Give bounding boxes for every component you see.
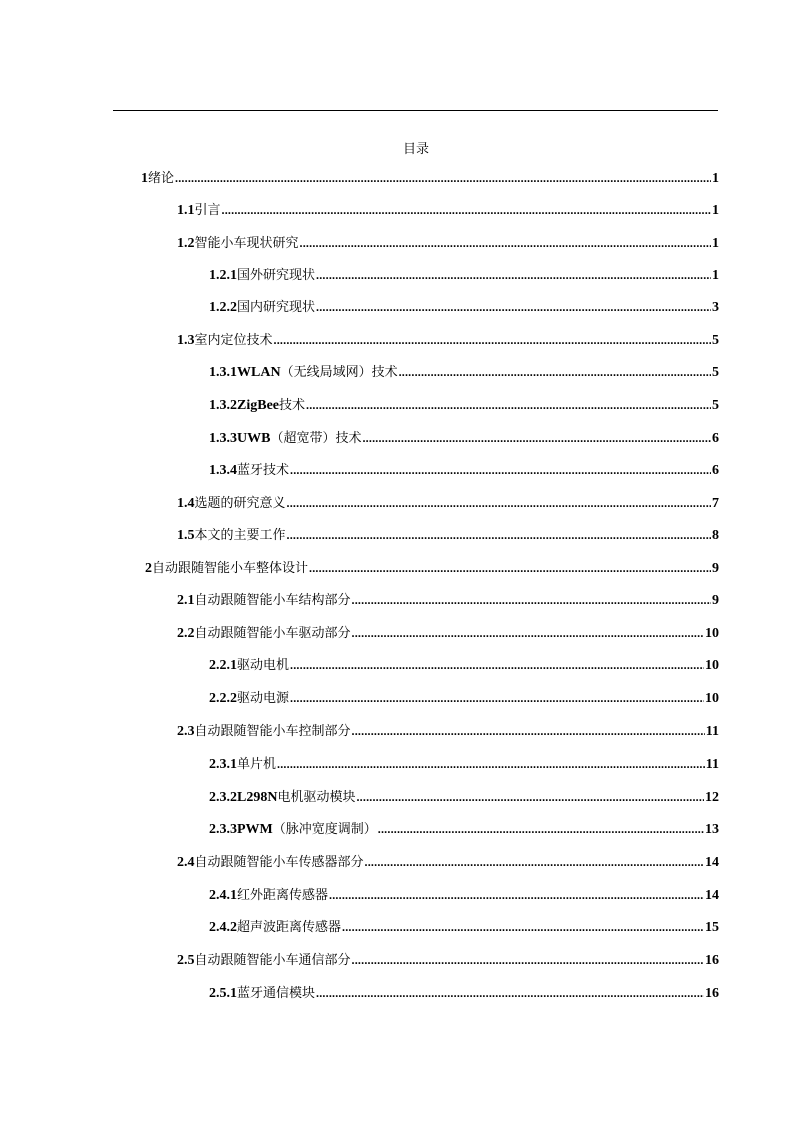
toc-entry-page: 10: [705, 691, 719, 706]
toc-leader-dots: [399, 361, 711, 383]
toc-entry-text: 国内研究现状: [237, 300, 316, 315]
toc-entry-page: 12: [705, 790, 719, 805]
toc-entry[interactable]: [177, 720, 719, 742]
toc-leader-dots: [222, 199, 711, 221]
toc-entry-page: 11: [705, 724, 719, 739]
toc-leader-dots: [352, 949, 704, 971]
toc-entry-number: 2.4: [177, 855, 195, 870]
toc-entry[interactable]: [177, 851, 719, 873]
toc-entry-number: 2.4.2: [209, 920, 237, 935]
toc-entry-number: 2.2.1: [209, 658, 237, 673]
toc-leader-dots: [309, 557, 711, 579]
toc-entry-number: 1.1: [177, 203, 195, 218]
toc-entry-number: 2.3.2L298N: [209, 790, 278, 805]
toc-entry-page: 9: [712, 561, 719, 576]
toc-entry-number: 1.3.4: [209, 463, 237, 478]
toc-entry-number: 1.2.2: [209, 300, 237, 315]
toc-leader-dots: [378, 818, 704, 840]
toc-entry-number: 2.1: [177, 593, 195, 608]
toc-leader-dots: [362, 427, 711, 449]
toc-entry-number: 2.2: [177, 626, 195, 641]
toc-leader-dots: [277, 753, 705, 775]
toc-entry-text: 电机驱动模块: [277, 790, 356, 805]
toc-entry[interactable]: [177, 524, 719, 546]
toc-entry-page: 3: [712, 300, 719, 315]
toc-entry-text: 选题的研究意义: [194, 496, 286, 511]
toc-entry-number: 2: [145, 561, 152, 576]
toc-entry-page: 8: [712, 528, 719, 543]
toc-leader-dots: [329, 884, 704, 906]
toc-entry-text: （无线局域网）技术: [280, 365, 398, 380]
toc-entry[interactable]: [209, 786, 719, 808]
toc-entry[interactable]: [209, 427, 719, 449]
toc-entry-text: 自动跟随智能小车通信部分: [194, 953, 351, 968]
toc-leader-dots: [352, 589, 711, 611]
toc-entry-page: 1: [712, 171, 719, 186]
toc-entry[interactable]: [177, 589, 719, 611]
toc-entry-page: 1: [712, 203, 719, 218]
toc-leader-dots: [287, 524, 711, 546]
toc-entry-text: 超声波距离传感器: [237, 920, 342, 935]
toc-entry-text: 蓝牙通信模块: [237, 986, 316, 1001]
toc-entry-text: 自动跟随智能小车结构部分: [194, 593, 351, 608]
toc-entry[interactable]: [209, 361, 719, 383]
toc-entry[interactable]: [209, 916, 719, 938]
toc-entry[interactable]: [209, 818, 719, 840]
toc-entry-page: 15: [705, 920, 719, 935]
toc-entry-number: 1.2: [177, 236, 195, 251]
toc-entry-text: 红外距离传感器: [237, 888, 329, 903]
toc-entry-text: 技术: [279, 398, 306, 413]
toc-entry-text: 引言: [194, 203, 221, 218]
toc-entry-number: 2.5: [177, 953, 195, 968]
toc-entry[interactable]: [177, 949, 719, 971]
toc-entry[interactable]: [177, 199, 719, 221]
toc-leader-dots: [342, 916, 704, 938]
toc-leader-dots: [300, 232, 711, 254]
toc-entry-text: 自动跟随智能小车整体设计: [152, 561, 309, 576]
toc-entry-text: 本文的主要工作: [194, 528, 286, 543]
toc-entry-text: 绪论: [148, 171, 175, 186]
toc-entry-number: 1.3: [177, 333, 195, 348]
toc-entry[interactable]: [209, 753, 719, 775]
toc-entry[interactable]: [209, 884, 719, 906]
toc-entry-text: （超宽带）技术: [270, 431, 362, 446]
toc-entry-page: 1: [712, 236, 719, 251]
toc-entry[interactable]: [141, 167, 719, 189]
toc-leader-dots: [356, 786, 704, 808]
toc-leader-dots: [274, 329, 711, 351]
toc-entry-number: 2.3: [177, 724, 195, 739]
toc-entry-page: 5: [712, 398, 719, 413]
toc-entry-page: 14: [705, 888, 719, 903]
toc-entry-number: 2.3.3PWM: [209, 822, 273, 837]
toc-entry-number: 2.3.1: [209, 757, 237, 772]
toc-entry-number: 1.5: [177, 528, 195, 543]
toc-entry-page: 5: [712, 365, 719, 380]
toc-leader-dots: [352, 622, 704, 644]
toc-entry-page: 9: [712, 593, 719, 608]
toc-entry-page: 16: [705, 953, 719, 968]
toc-entry-text: 智能小车现状研究: [194, 236, 299, 251]
toc-entry-page: 7: [712, 496, 719, 511]
toc-entry-page: 5: [712, 333, 719, 348]
toc-entry-page: 1: [712, 268, 719, 283]
toc-entry-text: 驱动电源: [237, 691, 290, 706]
toc-leader-dots: [290, 687, 704, 709]
toc-entry-text: 单片机: [237, 757, 277, 772]
toc-entry-number: 1.2.1: [209, 268, 237, 283]
toc-entry-number: 2.5.1: [209, 986, 237, 1001]
toc-entry[interactable]: [209, 687, 719, 709]
toc-leader-dots: [306, 394, 711, 416]
toc-entry[interactable]: [177, 329, 719, 351]
toc-leader-dots: [290, 654, 704, 676]
toc-entry-number: 1.3.3UWB: [209, 431, 271, 446]
toc-leader-dots: [287, 492, 711, 514]
toc-leader-dots: [316, 296, 711, 318]
toc-entry-text: 自动跟随智能小车驱动部分: [194, 626, 351, 641]
toc-entry-number: 2.4.1: [209, 888, 237, 903]
toc-entry[interactable]: [177, 232, 719, 254]
toc-entry[interactable]: [177, 492, 719, 514]
toc-entry-number: 1.4: [177, 496, 195, 511]
toc-entry[interactable]: [209, 654, 719, 676]
toc-entry-number: 1.3.2ZigBee: [209, 398, 279, 413]
toc-leader-dots: [316, 264, 711, 286]
toc-entry-text: 自动跟随智能小车传感器部分: [194, 855, 364, 870]
toc-entry-text: 驱动电机: [237, 658, 290, 673]
toc-entry-page: 11: [705, 757, 719, 772]
toc-entry-page: 6: [712, 463, 719, 478]
toc-entry[interactable]: [209, 394, 719, 416]
toc-entry-page: 16: [705, 986, 719, 1001]
toc-title: 目录: [402, 142, 429, 157]
toc-leader-dots: [316, 982, 704, 1004]
toc-leader-dots: [365, 851, 704, 873]
toc-entry[interactable]: [209, 459, 719, 481]
toc-entry[interactable]: [209, 264, 719, 286]
toc-entry-page: 13: [705, 822, 719, 837]
toc-entry[interactable]: [177, 622, 719, 644]
toc-entry-text: 自动跟随智能小车控制部分: [194, 724, 351, 739]
toc-entry-page: 10: [705, 658, 719, 673]
toc-entry-text: 国外研究现状: [237, 268, 316, 283]
toc-leader-dots: [175, 167, 711, 189]
toc-entry[interactable]: [209, 296, 719, 318]
toc-entry[interactable]: [145, 557, 719, 579]
toc-entry-text: 蓝牙技术: [237, 463, 290, 478]
toc-entry-page: 6: [712, 431, 719, 446]
toc-entry-number: 2.2.2: [209, 691, 237, 706]
toc-entry-number: 1.3.1WLAN: [209, 365, 281, 380]
toc-entry-text: 室内定位技术: [194, 333, 273, 348]
toc-entry-text: （脉冲宽度调制）: [272, 822, 377, 837]
toc-entry[interactable]: [209, 982, 719, 1004]
toc-entry-number: 1: [141, 171, 148, 186]
toc-leader-dots: [290, 459, 711, 481]
toc-leader-dots: [352, 720, 705, 742]
toc-entry-page: 14: [705, 855, 719, 870]
toc-entry-page: 10: [705, 626, 719, 641]
